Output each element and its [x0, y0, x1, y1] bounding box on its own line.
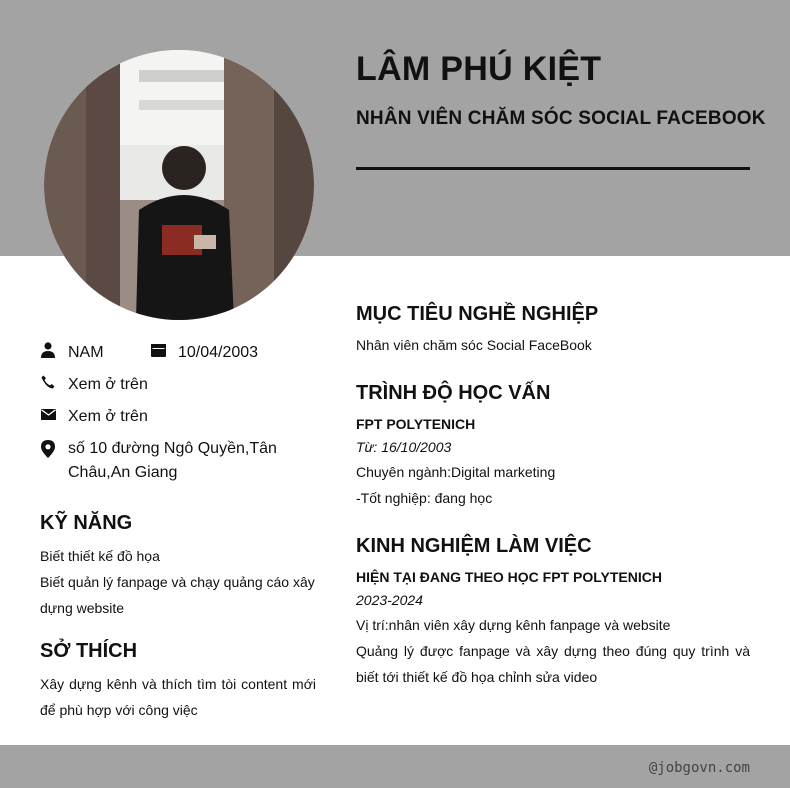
- email-row: [40, 405, 148, 429]
- school-name: FPT POLYTENICH: [356, 416, 476, 432]
- calendar-icon: [150, 341, 166, 359]
- hobbies-title: SỞ THÍCH: [40, 640, 138, 662]
- profile-photo: [44, 50, 314, 320]
- title-divider: [356, 167, 750, 170]
- phone-icon: [40, 373, 56, 391]
- objective-text: Nhân viên chăm sóc Social FaceBook: [356, 337, 592, 353]
- address-value: số 10 đường Ngô Quyền,Tân Châu,An Giang: [68, 440, 277, 481]
- phone-value: Xem ở trên: [68, 376, 148, 393]
- skill-item: Biết thiết kế đồ họa: [40, 548, 160, 564]
- experience-period: 2023-2024: [356, 592, 423, 608]
- hobbies-text: Xây dựng kênh và thích tìm tòi content mới để phù hợp với công việc: [40, 676, 316, 718]
- experience-position: Vị trí:nhân viên xây dựng kênh fanpage và website: [356, 617, 671, 633]
- mail-icon: [40, 405, 56, 423]
- gender-value: NAM: [68, 344, 104, 361]
- birthdate-value: 10/04/2003: [178, 344, 259, 361]
- phone-row: [40, 373, 148, 397]
- location-pin-icon: [40, 440, 56, 458]
- person-icon: [40, 341, 56, 359]
- birthdate-row: [150, 341, 258, 365]
- experience-title: KINH NGHIỆM LÀM VIỆC: [356, 535, 592, 557]
- education-major: Chuyên ngành:Digital marketing: [356, 464, 556, 480]
- address-row: [40, 437, 310, 485]
- experience-description: Quảng lý được fanpage và xây dựng theo đúng quy trình và biết tới thiết kế đồ họa chỉnh sửa video: [356, 643, 750, 685]
- skill-item: Biết quản lý fanpage và chạy quảng cáo xây dựng website: [40, 574, 315, 616]
- candidate-name: LÂM PHÚ KIỆT: [356, 50, 602, 88]
- objective-title: MỤC TIÊU NGHỀ NGHIỆP: [356, 303, 599, 325]
- company-name: HIỆN TẠI ĐANG THEO HỌC FPT POLYTENICH: [356, 569, 662, 585]
- job-title: NHÂN VIÊN CHĂM SÓC SOCIAL FACEBOOK: [356, 108, 766, 129]
- education-status: -Tốt nghiệp: đang học: [356, 490, 493, 506]
- watermark-text: @jobgovn.com: [648, 760, 750, 776]
- email-value: Xem ở trên: [68, 408, 148, 425]
- education-period: Từ: 16/10/2003: [356, 439, 452, 455]
- skills-title: KỸ NĂNG: [40, 512, 133, 534]
- gender-row: [40, 341, 104, 365]
- education-title: TRÌNH ĐỘ HỌC VẤN: [356, 382, 551, 404]
